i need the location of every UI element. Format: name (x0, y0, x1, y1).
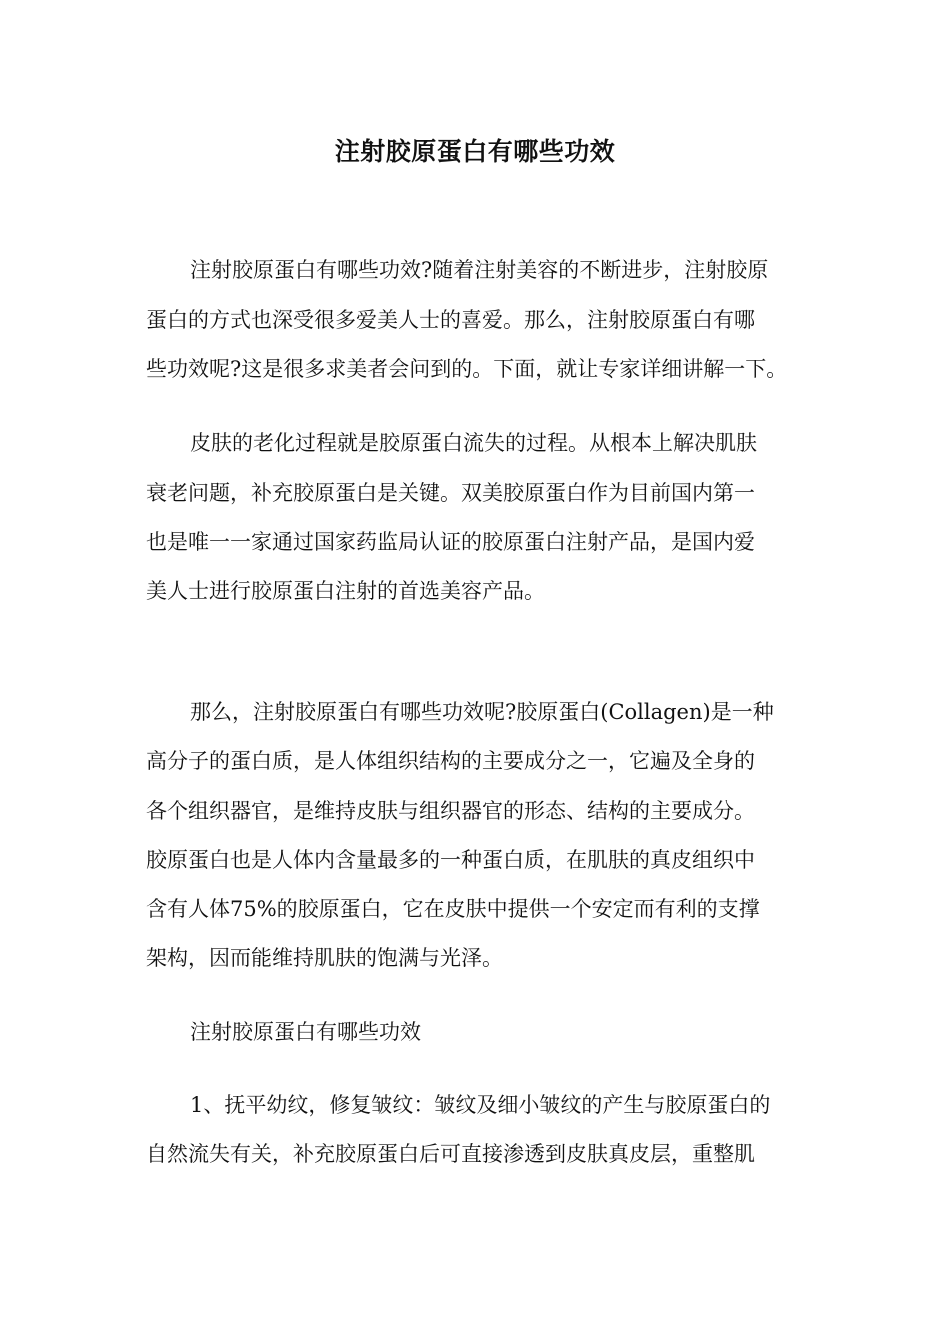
paragraph-1-line-2: 蛋白的方式也深受很多爱美人士的喜爱。那么，注射胶原蛋白有哪 (146, 308, 755, 332)
paragraph-3-line-5: 含有人体75%的胶原蛋白，它在皮肤中提供一个安定而有利的支撑 (146, 897, 760, 921)
paragraph-1-line-1: 注射胶原蛋白有哪些功效?随着注射美容的不断进步，注射胶原 (190, 258, 769, 282)
paragraph-4-line-1: 1、抚平幼纹，修复皱纹：皱纹及细小皱纹的产生与胶原蛋白的 (190, 1093, 771, 1117)
paragraph-2-line-3: 也是唯一一家通过国家药监局认证的胶原蛋白注射产品，是国内爱 (146, 530, 755, 554)
paragraph-3-line-3: 各个组织器官，是维持皮肤与组织器官的形态、结构的主要成分。 (146, 799, 755, 823)
paragraph-3-line-1: 那么，注射胶原蛋白有哪些功效呢?胶原蛋白(Collagen)是一种 (190, 700, 774, 724)
paragraph-4-line-2: 自然流失有关，补充胶原蛋白后可直接渗透到皮肤真皮层，重整肌 (146, 1142, 755, 1166)
paragraph-2-line-2: 衰老问题，补充胶原蛋白是关键。双美胶原蛋白作为目前国内第一 (146, 481, 755, 505)
paragraph-1-line-3: 些功效呢?这是很多求美者会问到的。下面，就让专家详细讲解一下。 (146, 357, 788, 381)
paragraph-2-line-1: 皮肤的老化过程就是胶原蛋白流失的过程。从根本上解决肌肤 (190, 431, 757, 455)
paragraph-2-line-4: 美人士进行胶原蛋白注射的首选美容产品。 (146, 579, 545, 603)
paragraph-3-line-6: 架构，因而能维持肌肤的饱满与光泽。 (146, 946, 503, 970)
document-title: 注射胶原蛋白有哪些功效 (334, 137, 616, 166)
paragraph-3-line-2: 高分子的蛋白质，是人体组织结构的主要成分之一，它遍及全身的 (146, 749, 755, 773)
section-heading: 注射胶原蛋白有哪些功效 (190, 1020, 421, 1044)
paragraph-3-line-4: 胶原蛋白也是人体内含量最多的一种蛋白质，在肌肤的真皮组织中 (146, 848, 755, 872)
